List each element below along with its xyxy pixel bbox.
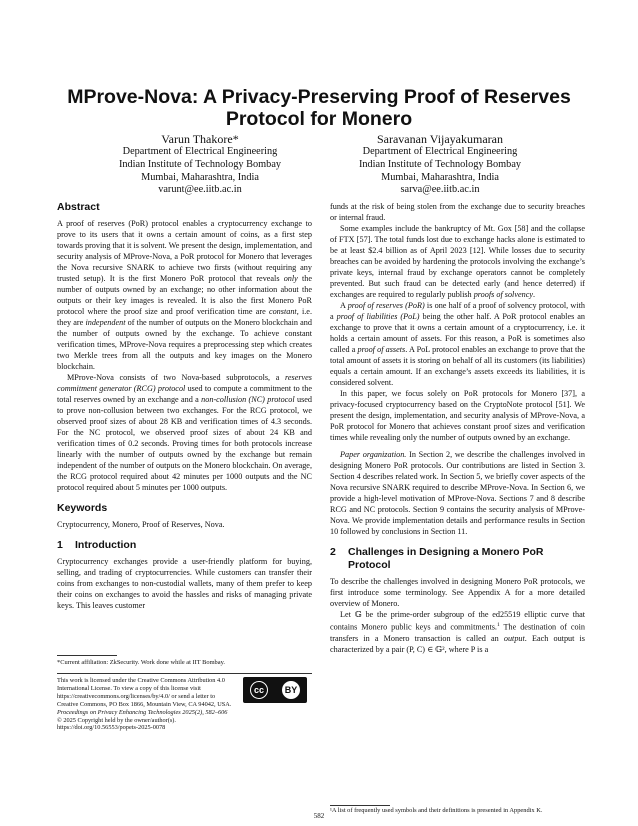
intro-paragraph-1-continued: funds at the risk of being stolen from the exchange due to security breaches or internal fraud. [330, 202, 585, 222]
abstract-paragraph-2: MProve-Nova consists of two Nova-based subprotocols, a reserves commitment generator (RCG) protocol used to compute a commitment to the total reserves owned by an exchange and a non-collusion (NC) protocol used to prove non-collusion between two exchanges. For the RCG protocol, we observed proof sizes of about 28 KB and verification times of 4.3 seconds. For the NC protocol, we observed proof sizes of about 24 KB and verification times of 0.2 seconds. Proving times for both protocols increase linearly with the number of outputs owned by the exchange but remain independent of the number of outputs on the Monero blockchain. On average, the RCG protocol required about 42 minutes per 1000 outputs and the NC protocol required about 5 minutes per 1000 outputs. [57, 373, 313, 492]
footnote-rule-right [330, 805, 390, 806]
keywords-text: Cryptocurrency, Monero, Proof of Reserves, Nova. [57, 520, 225, 529]
keywords-heading: Keywords [57, 502, 108, 514]
paper-title: MProve-Nova: A Privacy-Preserving Proof of Reserves Protocol for Monero [67, 86, 571, 130]
cc-by-badge[interactable] [243, 677, 307, 703]
intro-paragraph-3: A proof of reserves (PoR) is one half of a proof of solvency protocol, with a proof of liabilities (PoL) being the other half. A PoR protocol enables an exchange to prove that it owns a certain amount of a cryptocurrency, i.e. it holds a certain amount of assets. For this reason, a PoR is sometimes also called a proof of assets. A PoL protocol enables an exchange to prove that the total amount of assets it is storing on behalf of all its customers (its liabilities) equals a certain amount. If an exchange’s assets exceeds its liabilities, it is considered solvent. [330, 301, 586, 387]
author-email[interactable]: sarva@ee.iitb.ac.in [400, 184, 480, 196]
section-1-heading: 1 Introduction [57, 539, 137, 551]
affiliation-footnote: *Current affiliation: ZkSecurity. Work done while at IIT Bombay. [57, 659, 225, 666]
author-inst: Indian Institute of Technology Bombay [358, 158, 522, 170]
author-name: Saravanan Vijayakumaran [376, 132, 503, 146]
intro-paragraph-1: Cryptocurrency exchanges provide a user-friendly platform for buying, selling, and trading of cryptocurrencies. While customers can transfer their coins from exchanges to non-custodial wallets, many of them prefer to keep their coins on exchanges to avoid the hassles and risks of managing private keys. This leaves customer [57, 557, 312, 610]
footnote-rule [57, 655, 117, 656]
author-block-2 [335, 132, 545, 197]
left-column [57, 201, 312, 611]
abstract-paragraph-1: A proof of reserves (PoR) protocol enables a cryptocurrency exchange to prove to its users that it owns a certain amount of coins, as a first step towards proving that it is solvent. We present the design, implementation, and security analysis of MProve-Nova, a PoR protocol for Monero that leverages the Nova recursive SNARK to achieve two firsts (without requiring any trusted setup). It is the first Monero PoR protocol that reveals only the number of outputs owned by an exchange; no other information about the outputs or their key images is revealed. It is also the first Monero PoR protocol where the proof size and proof verification time are constant, i.e. they are independent of the number of outputs on the Monero blockchain and the number of outputs owned by the exchange. To achieve constant verification times, MProve-Nova requires a preprocessing step which creates two Merkle trees from all the outputs and key images on the Monero blockchain. [57, 219, 312, 371]
abstract-heading: Abstract [57, 201, 100, 213]
section-2-heading: 2 Challenges in Designing a Monero PoR Protocol [330, 546, 544, 571]
intro-paragraph-4: In this paper, we focus solely on PoR protocols for Monero [37], a privacy-focused cryptocurrency based on the CryptoNote protocol [51]. We present the design, implementation, and security analysis of MProve-Nova, a PoR protocol for Monero that achieves constant proof sizes and verification times while revealing only the number of outputs owned by an exchange. [330, 389, 585, 442]
cc-icon: cc [250, 681, 268, 699]
section-2-paragraph-2: Let 𝔾 be the prime-order subgroup of the ed25519 elliptic curve that contains Monero public keys and commitments.$^1$ The destination of coin transfers in a Monero transaction is called an output. Each output is characterized by a pair (P, C) ∈ 𝔾², where P is a [330, 610, 585, 654]
author-name: Varun Thakore* [161, 132, 239, 146]
author-email[interactable]: varunt@ee.iitb.ac.in [158, 184, 242, 196]
intro-paragraph-2: Some examples include the bankruptcy of Mt. Gox [58] and the collapse of FTX [57]. The total funds lost due to exchange hacks alone is estimated to be at least $2.4 billion as of April 2023 [12]. While losses due to security breaches can be avoided by hardening the protocols involving the exchange’s private keys, internal fraud by exchange operators cannot be completely prevented. But such fraud can be detected early (and hence deterred) if exchanges are required to regularly publish proofs of solvency. [330, 224, 585, 299]
page-number: 582 [313, 812, 325, 820]
symbols-footnote: ¹A list of frequently used symbols and their definitions is presented in Appendix K. [330, 807, 543, 814]
license-text: This work is licensed under the Creative Commons Attribution 4.0 International License. To view a copy of this license visit https://creativecommons.org/licenses/by/4.0/ or send a letter to Creative Commons, PO Box 1866, Mountain View, CA 94042, USA. [57, 677, 232, 708]
author-inst: Indian Institute of Technology Bombay [118, 158, 282, 170]
section-2-paragraph-1: To describe the challenges involved in designing Monero PoR protocols, we first introduce some terminology. See Appendix A for a more detailed overview of Monero. [330, 577, 585, 608]
proceedings-line: Proceedings on Privacy Enhancing Technologies 2025(2), 582–606 [57, 708, 228, 716]
author-dept: Department of Electrical Engineering [122, 146, 278, 157]
paper-organization-paragraph: Paper organization. In Section 2, we describe the challenges involved in designing Monero PoR protocols. Our contributions are listed in Section 3. Section 4 describes related work. In Section 5, we briefly cover aspects of the Nova recursive SNARK required to describe MProve-Nova. In Section 6, we provide a high-level motivation of MProve-Nova. Sections 7 and 8 describe RCG and NC protocols. Section 9 contains the security analysis of MProve-Nova. We provide implementation details and performance results in Section 10 followed by conclusions in Section 11. [330, 450, 586, 536]
author-block-1 [95, 132, 305, 197]
by-icon: BY [282, 681, 300, 699]
doi-link[interactable]: https://doi.org/10.56553/popets-2025-0078 [57, 724, 166, 732]
author-dept: Department of Electrical Engineering [362, 146, 518, 157]
author-location: Mumbai, Maharashtra, India [141, 171, 259, 183]
right-column [330, 201, 585, 655]
author-location: Mumbai, Maharashtra, India [381, 171, 499, 183]
copyright-line: © 2025 Copyright held by the owner/author(s). [57, 716, 176, 724]
